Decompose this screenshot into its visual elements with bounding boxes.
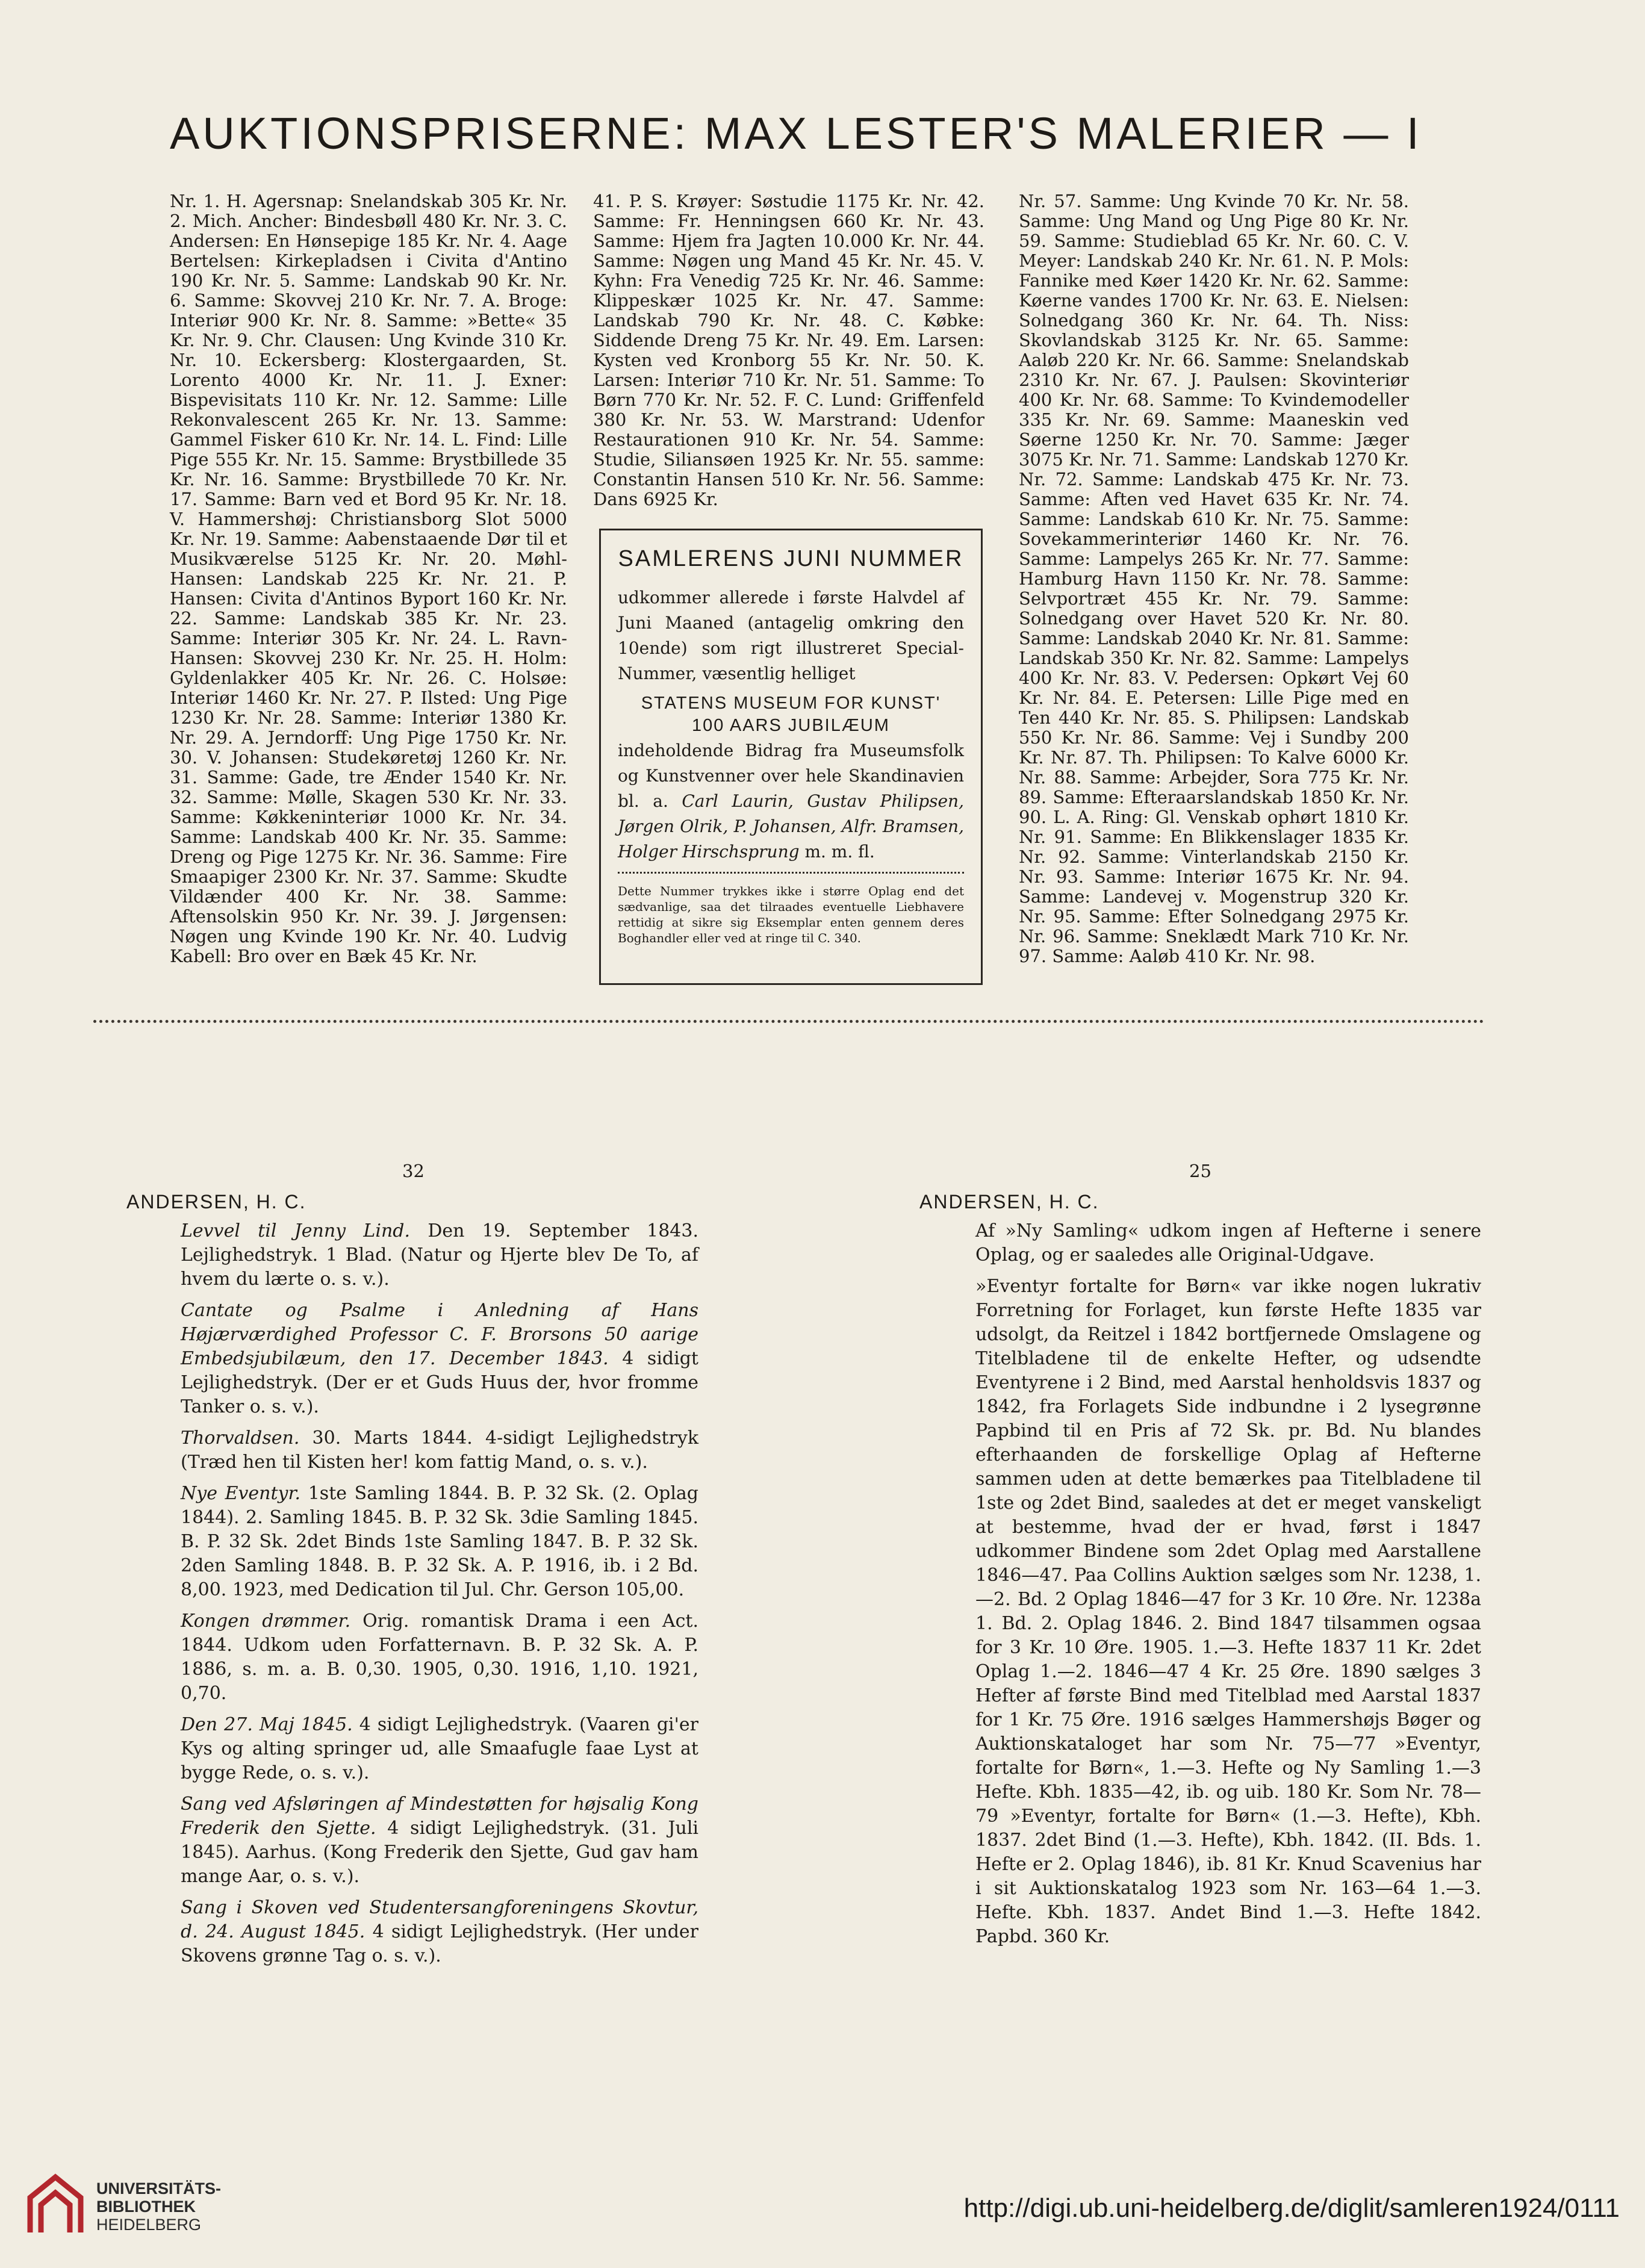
bib-entry: [181, 1482, 698, 1602]
auction-column-1: [170, 191, 567, 966]
left-page-number: 32: [402, 1161, 424, 1181]
library-logo-icon: [19, 2170, 92, 2242]
auction-text-2: 41. P. S. Krøyer: Søstudie 1175 Kr. Nr. 42. Samme: Fr. Henningsen 660 Kr. Nr. 43. Samme: Hjem fra Jagten 10.000 Kr. Nr. 44. Samme: Nøgen ung Mand 45 Kr. Nr. 45. V. Kyhn: Fra Venedig 725 Kr. Nr. 46. Samme: Klippeskær 1025 Kr. Nr. 47. Samme: Landskab 790 Kr. Nr. 48. C. Købke: Siddende Dreng 75 Kr. Nr. 49. Em. Larsen: Kysten ved Kronborg 55 Kr. Nr. 50. K. Larsen: Interiør 710 Kr. Nr. 51. Samme: To Børn 770 Kr. Nr. 52. F. C. Lund: Griffenfeld 380 Kr. Nr. 53. W. Marstrand: Udenfor Restaurationen 910 Kr. Nr. 54. Samme: Studie, Siliansøen 1925 Kr. Nr. 55. samme: Constantin Hansen 510 Kr. Nr. 56. Samme: Dans 6925 Kr.: [593, 191, 984, 509]
library-name-line-1: UNIVERSITÄTS-: [96, 2179, 222, 2198]
bib-text: Den 19. September 1843. Lejlighedstryk. 1 Blad. (Natur og Hjerte blev De To, af hvem du lærte o. s. v.).: [181, 1220, 698, 1290]
section-divider: [93, 1020, 1484, 1023]
bib-text: 4 sidigt Lejlighedstryk. (Her under Skovens grønne Tag o. s. v.).: [181, 1921, 699, 1966]
library-name: [96, 2179, 221, 2234]
right-paragraph: Af »Ny Samling« udkom ingen af Hefterne i senere Oplag, og er saaledes alle Original-Udgave.: [975, 1220, 1481, 1266]
left-page-heading: ANDERSEN, H. C.: [126, 1191, 306, 1213]
ad-title: SAMLERENS JUNI NUMMER: [618, 546, 964, 571]
bib-title: Sang i Skoven ved Studentersangforeningens Skovtur, d. 24. August 1845.: [181, 1897, 698, 1942]
ad-dotted-rule: [618, 872, 964, 874]
auction-column-2: [593, 191, 984, 509]
library-name-line-2: BIBLIOTHEK: [96, 2198, 196, 2216]
bib-entry: [181, 1792, 698, 1889]
ad-subtitle-1: STATENS MUSEUM FOR KUNST': [641, 694, 941, 713]
bib-text: Orig. romantisk Drama i een Act. 1844. Udkom uden Forfatternavn. B. P. 32 Sk. A. P. 1886, s. m. a. B. 0,30. 1905, 0,30. 1916, 1,10. 1921, 0,70.: [181, 1611, 698, 1704]
bib-entry: [181, 1299, 698, 1419]
ad-text-1: udkommer allerede i første Halvdel af Juni Maaned (antagelig omkring den 10ende) som rigt illustreret Special-Nummer, væsentlig helliget: [618, 588, 964, 683]
bib-entry: [181, 1426, 698, 1474]
right-page-heading: ANDERSEN, H. C.: [919, 1191, 1099, 1213]
right-page-number: 25: [1189, 1161, 1211, 1181]
ad-text-2-lead: indeholdende Bidrag fra Museumsfolk og Kunstvenner over hele Skandinavien bl. a.: [618, 741, 964, 811]
auction-text-3: Nr. 57. Samme: Ung Kvinde 70 Kr. Nr. 58. Samme: Ung Mand og Ung Pige 80 Kr. Nr. 59. Samme: Studieblad 65 Kr. Nr. 60. C. V. Meyer: Landskab 240 Kr. Nr. 61. N. P. Mols: Fannike med Køer 1420 Kr. Nr. 62. Samme: Køerne vandes 1700 Kr. Nr. 63. E. Nielsen: Solnedgang 360 Kr. Nr. 64. Th. Niss: Skovlandskab 3125 Kr. Nr. 65. Samme: Aaløb 220 Kr. Nr. 66. Samme: Snelandskab 2310 Kr. Nr. 67. J. Paulsen: Skovinteriør 400 Kr. Nr. 68. Samme: To Kvindemodeller 335 Kr. Nr. 69. Samme: Maaneskin ved Søerne 1250 Kr. Nr. 70. Samme: Jæger 3075 Kr. Nr. 71. Samme: Landskab 1270 Kr. Nr. 72. Samme: Landskab 475 Kr. Nr. 73. Samme: Aften ved Havet 635 Kr. Nr. 74. Samme: Landskab 610 Kr. Nr. 75. Samme: Sovekammerinteriør 1460 Kr. Nr. 76. Samme: Lampelys 265 Kr. Nr. 77. Samme: Hamburg Havn 1150 Kr. Nr. 78. Samme: Selvportræt 455 Kr. Nr. 79. Samme: Solnedgang over Havet 520 Kr. Nr. 80. Samme: Landskab 2040 Kr. Nr. 81. Samme: Landskab 350 Kr. Nr. 82. Samme: Lampelys 400 Kr. Nr. 83. V. Pedersen: Opkørt Vej 60 Kr. Nr. 84. E. Petersen: Lille Pige med en Ten 440 Kr. Nr. 85. S. Philipsen: Landskab 550 Kr. Nr. 86. Samme: Vej i Sundby 200 Kr. Nr. 87. Th. Philipsen: To Kalve 6000 Kr. Nr. 88. Samme: Arbejder, Sora 775 Kr. Nr. 89. Samme: Efteraarslandskab 1850 Kr. Nr. 90. L. A. Ring: Gl. Venskab ophørt 1810 Kr. Nr. 91. Samme: En Blikkenslager 1835 Kr. Nr. 92. Samme: Vinterlandskab 2150 Kr. Nr. 93. Samme: Interiør 1675 Kr. Nr. 94. Samme: Landevej v. Mogenstrup 320 Kr. Nr. 95. Samme: Efter Solnedgang 2975 Kr. Nr. 96. Samme: Sneklædt Mark 710 Kr. Nr. 97. Samme: Aaløb 410 Kr. Nr. 98.: [1019, 191, 1409, 966]
bib-text: 30. Marts 1844. 4-sidigt Lejlighedstryk (Træd hen til Kisten her! kom fattig Mand, o. s. v.).: [181, 1428, 698, 1473]
bib-title: Cantate og Psalme i Anledning af Hans Højærværdighed Professor C. F. Brorsons 50 aarige Embedsjubilæum, den 17. December 1843.: [181, 1300, 698, 1369]
ad-names: Carl Laurin, Gustav Philipsen, Jørgen Olrik, P. Johansen, Alfr. Bramsen, Holger Hirschsprung: [618, 791, 964, 862]
bib-title: Levvel til Jenny Lind.: [181, 1220, 411, 1241]
auction-column-3: [1019, 191, 1409, 966]
right-page-text: [975, 1219, 1481, 1956]
bib-title: Den 27. Maj 1845.: [181, 1714, 353, 1735]
source-url-link[interactable]: http://digi.ub.uni-heidelberg.de/diglit/samleren1924/0111: [963, 2193, 1620, 2223]
bib-title: Sang ved Afsløringen af Mindestøtten for højsalig Kong Frederik den Sjette.: [181, 1794, 698, 1839]
right-paragraph: »Eventyr fortalte for Børn« var ikke nogen lukrativ Forretning for Forlaget, kun første Hefte 1835 var udsolgt, da Reitzel i 1842 bortfjernede Omslagene og Titelbladene til de enkelte Hefter, og udsendte Eventyrene i 2 Bind, med Aarstal henholdsvis 1837 og 1842, fra Forlagets Side indbundne i 2 lysegrønne Papbind til en Pris af 72 Sk. pr. Bd. Nu blandes efterhaanden de forskellige Oplag af Hefterne sammen uden at dette bemærkes paa Titelbladene til 1ste og 2det Bind, saaledes at det er meget vanskeligt at bestemme, hvad der er hvad, først i 1847 udkommer Bindene som 2det Oplag med Aarstallene 1846—47. Paa Collins Auktion sælges som Nr. 1238, 1.—2. Bd. 2 Oplag 1846—47 for 3 Kr. 10 Øre. Nr. 1238a 1. Bd. 2. Oplag 1846. 2. Bind 1847 tilsammen ogsaa for 3 Kr. 10 Øre. 1905. 1.—3. Hefte 1837 11 Kr. 2det Oplag 1.—2. 1846—47 4 Kr. 25 Øre. 1890 sælges 3 Hefter af første Bind med Titelblad med Aarstal 1837 for 1 Kr. 75 Øre. 1916 sælges Hammershøjs Bøger og Auktionskataloget har som Nr. 75—77 »Eventyr, fortalte for Børn«, 1.—3. Hefte og Ny Samling 1.—3 Hefte. Kbh. 1835—42, ib. og uib. 180 Kr. Som Nr. 78—79 »Eventyr, fortalte for Børn« (1.—3. Hefte), Kbh. 1837. 2det Bind (1.—3. Hefte), Kbh. 1842. (II. Bds. 1. Hefte er 2. Oplag 1846), ib. 81 Kr. Knud Scavenius har i sit Auktionskatalog 1923 som Nr. 163—64 1.—3. Hefte. Kbh. 1837. Andet Bind 1.—3. Hefte 1842. Papbd. 360 Kr.: [975, 1276, 1481, 1947]
bib-title: Nye Eventyr.: [181, 1483, 301, 1504]
library-name-line-3: HEIDELBERG: [96, 2216, 202, 2234]
bib-entry: [181, 1609, 698, 1706]
advertisement-box: [599, 529, 983, 985]
auction-text-1: Nr. 1. H. Agersnap: Snelandskab 305 Kr. Nr. 2. Mich. Ancher: Bindesbøll 480 Kr. Nr. 3. C. Andersen: En Hønsepige 185 Kr. Nr. 4. Aage Bertelsen: Kirkepladsen i Civita d'Antino 190 Kr. Nr. 5. Samme: Landskab 90 Kr. Nr. 6. Samme: Skovvej 210 Kr. Nr. 7. A. Broge: Interiør 900 Kr. Nr. 8. Samme: »Bette« 35 Kr. Nr. 9. Chr. Clausen: Ung Kvinde 310 Kr. Nr. 10. Eckersberg: Klostergaarden, St. Lorento 4000 Kr. Nr. 11. J. Exner: Bispevisitats 110 Kr. Nr. 12. Samme: Lille Rekonvalescent 265 Kr. Nr. 13. Samme: Gammel Fisker 610 Kr. Nr. 14. L. Find: Lille Pige 555 Kr. Nr. 15. Samme: Brystbillede 35 Kr. Nr. 16. Samme: Brystbillede 70 Kr. Nr. 17. Samme: Barn ved et Bord 95 Kr. Nr. 18. V. Hammershøj: Christiansborg Slot 5000 Kr. Nr. 19. Samme: Aabenstaaende Dør til et Musikværelse 5125 Kr. Nr. 20. Møhl-Hansen: Landskab 225 Kr. Nr. 21. P. Hansen: Civita d'Antinos Byport 160 Kr. Nr. 22. Samme: Landskab 385 Kr. Nr. 23. Samme: Interiør 305 Kr. Nr. 24. L. Ravn-Hansen: Skovvej 230 Kr. Nr. 25. H. Holm: Gyldenlakker 405 Kr. Nr. 26. C. Holsøe: Interiør 1460 Kr. Nr. 27. P. Ilsted: Ung Pige 1230 Kr. Nr. 28. Samme: Interiør 1380 Kr. Nr. 29. A. Jerndorff: Ung Pige 1750 Kr. Nr. 30. V. Johansen: Studekøretøj 1260 Kr. Nr. 31. Samme: Gade, tre Ænder 1540 Kr. Nr. 32. Samme: Mølle, Skagen 530 Kr. Nr. 33. Samme: Køkkeninteriør 1000 Kr. Nr. 34. Samme: Landskab 400 Kr. Nr. 35. Samme: Dreng og Pige 1275 Kr. Nr. 36. Samme: Fire Smaapiger 2300 Kr. Nr. 37. Samme: Skudte Vildænder 400 Kr. Nr. 38. Samme: Aftensolskin 950 Kr. Nr. 39. J. Jørgensen: Nøgen ung Kvinde 190 Kr. Nr. 40. Ludvig Kabell: Bro over en Bæk 45 Kr. Nr.: [170, 191, 567, 966]
page-header-title: AUKTIONSPRISERNE: MAX LESTER'S MALERIER — I: [170, 108, 1422, 158]
bib-title: Thorvaldsen.: [181, 1428, 300, 1449]
ad-note: Dette Nummer trykkes ikke i større Oplag end det sædvanlige, saa det tilraades eventuelle Liebhavere rettidig at sikre sig Eksemplar enten gennem deres Boghandler eller ved at ringe til C. 340.: [618, 884, 964, 945]
bib-entry: [181, 1713, 698, 1785]
bib-title: Kongen drømmer.: [181, 1611, 351, 1632]
bib-text: 1ste Samling 1844. B. P. 32 Sk. (2. Oplag 1844). 2. Samling 1845. B. P. 32 Sk. 3die Samling 1845. B. P. 32 Sk. 2det Binds 1ste Samling 1847. B. P. 32 Sk. 2den Samling 1848. B. P. 32 Sk. A. P. 1916, ib. i 2 Bd. 8,00. 1923, med Dedication til Jul. Chr. Gerson 105,00.: [181, 1483, 698, 1600]
ad-subtitle-2: 100 AARS JUBILÆUM: [692, 716, 890, 735]
bib-text: 4 sidigt Lejlighedstryk. (Vaaren gi'er Kys og alting springer ud, alle Smaafugle faae Lyst at bygge Rede, o. s. v.).: [181, 1714, 698, 1783]
bib-entry: [181, 1219, 698, 1291]
bib-entry: [181, 1896, 698, 1968]
left-page-entries: [181, 1219, 698, 1975]
ad-text-2: [618, 738, 964, 865]
bib-text: 4 sidigt Lejlighedstryk. (31. Juli 1845). Aarhus. (Kong Frederik den Sjette, Gud gav ham mange Aar, o. s. v.).: [181, 1818, 699, 1887]
bib-text: 4 sidigt Lejlighedstryk. (Der er et Guds Huus der, hvor fromme Tanker o. s. v.).: [181, 1348, 698, 1417]
ad-names-suffix: m. m. fl.: [804, 842, 875, 862]
